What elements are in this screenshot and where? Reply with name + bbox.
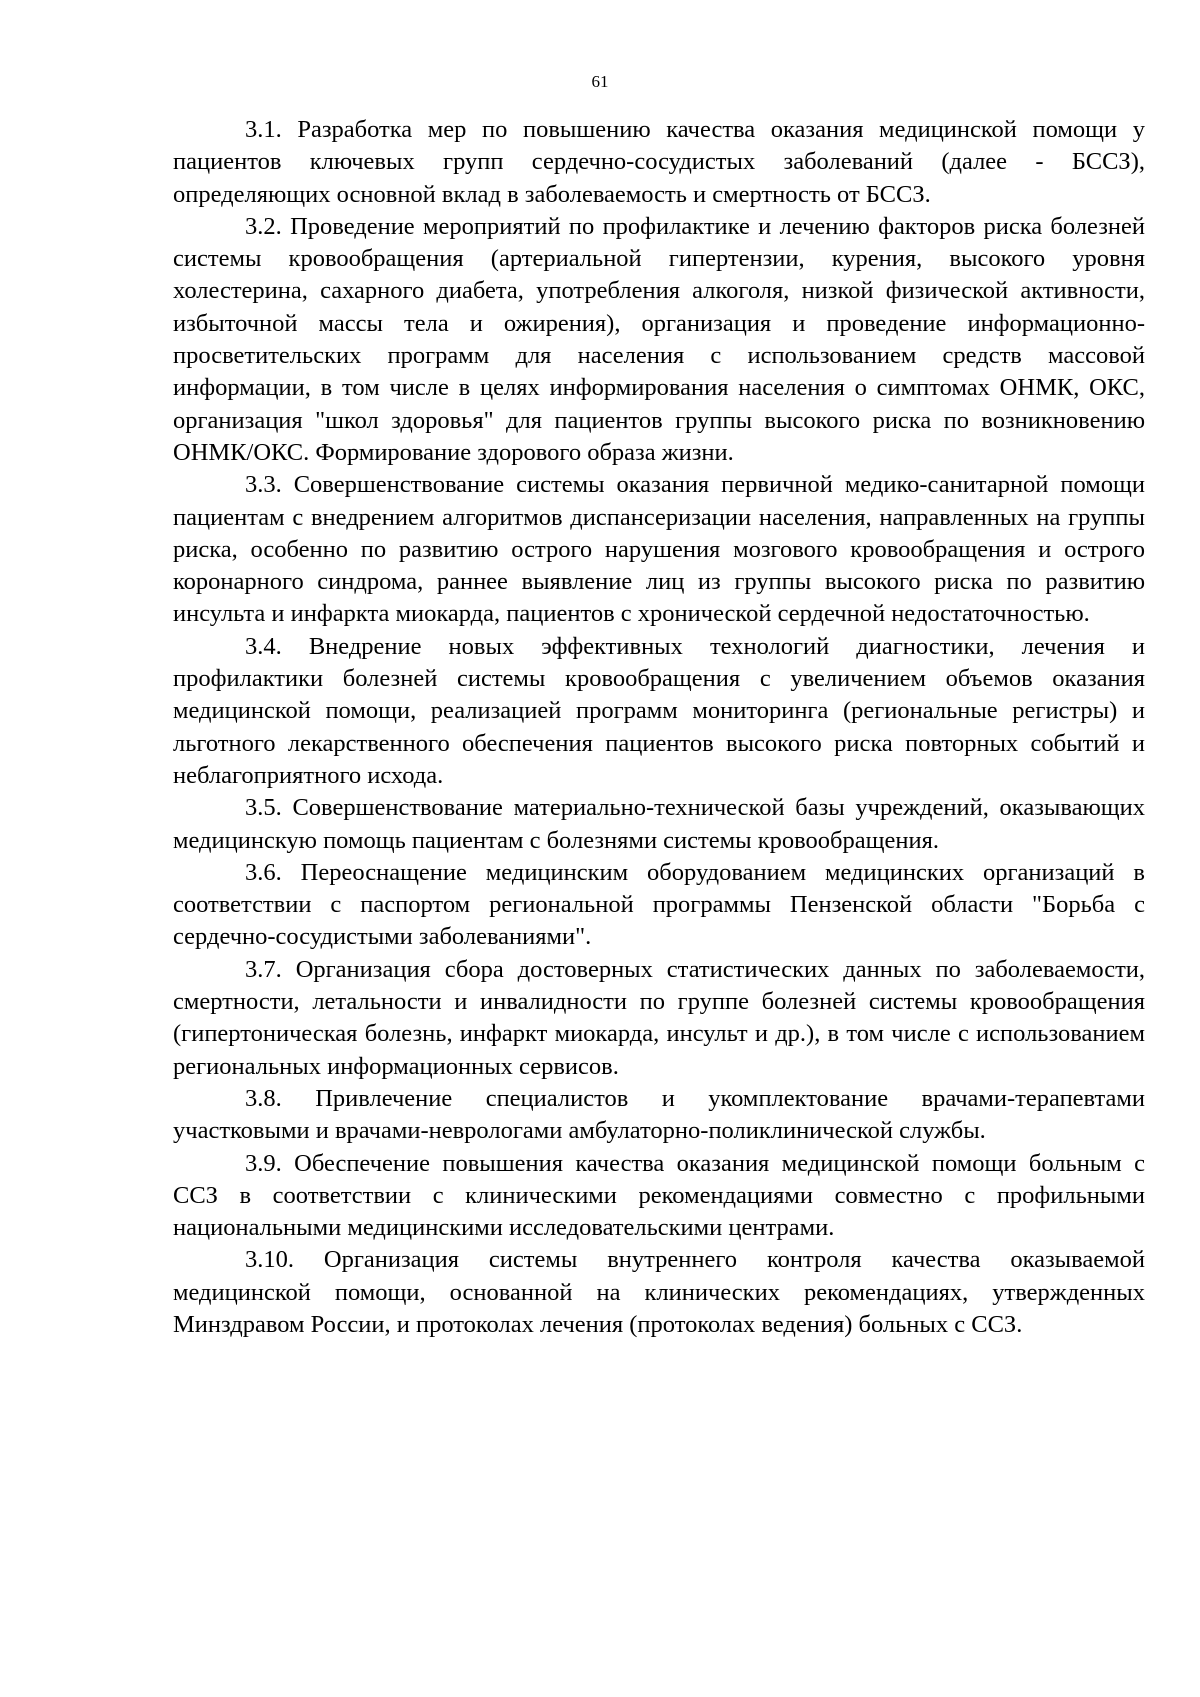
paragraph-text: Совершенствование системы оказания первичной медико-санитарной помощи пациентам с внедрением алгоритмов диспансеризации населения, направленных на группы риска, особенно по развитию острого нарушения мозгового кровообращения и острого коронарного синдрома, раннее выявление лиц из группы высокого риска по развитию инсульта и инфаркта миокарда, пациентов с хронической сердечной недостаточностью. xyxy=(173,471,1146,628)
paragraph-number: 3.5. xyxy=(245,794,282,822)
paragraph-3-8 xyxy=(173,1083,1145,1148)
paragraph-3-2 xyxy=(173,211,1145,469)
paragraph-text: Проведение мероприятий по профилактике и лечению факторов риска болезней системы кровообращения (артериальной гипертензии, курения, высокого уровня холестерина, сахарного диабета, употребления алкоголя, низкой физической активности, избыточной массы тела и ожирения), организация и проведение информационно-просветительских программ для населения с использованием средств массовой информации, в том числе в целях информирования населения о симптомах ОНМК, ОКС, организация "школ здоровья" для пациентов группы высокого риска по возникновению ОНМК/ОКС. Формирование здорового образа жизни. xyxy=(173,212,1146,466)
paragraph-number: 3.1. xyxy=(245,116,282,143)
paragraph-text: Разработка мер по повышению качества оказания медицинской помощи у пациентов ключевых групп сердечно-сосудистых заболеваний (далее - БССЗ), определяющих основной вклад в заболеваемость и смертность от БССЗ. xyxy=(173,116,1146,208)
paragraph-3-3 xyxy=(173,469,1145,630)
paragraph-text: Переоснащение медицинским оборудованием медицинских организаций в соответствии с паспортом региональной программы Пензенской области "Борьба с сердечно-сосудистыми заболеваниями". xyxy=(173,858,1145,951)
paragraph-number: 3.9. xyxy=(245,1149,282,1177)
paragraph-text: Внедрение новых эффективных технологий диагностики, лечения и профилактики болезней системы кровообращения с увеличением объемов оказания медицинской помощи, реализацией программ мониторинга (региональные регистры) и льготного лекарственного обеспечения пациентов высокого риска повторных событий и неблагоприятного исхода. xyxy=(173,632,1146,789)
paragraph-number: 3.4. xyxy=(245,632,282,660)
paragraph-3-1 xyxy=(173,114,1145,211)
paragraph-text: Совершенствование материально-технической базы учреждений, оказывающих медицинскую помощь пациентам с болезнями системы кровообращения. xyxy=(173,794,1145,854)
paragraph-number: 3.6. xyxy=(245,858,282,886)
paragraph-text: Организация системы внутреннего контроля качества оказываемой медицинской помощи, основанной на клинических рекомендациях, утвержденных Минздравом России, и протоколах лечения (протоколах ведения) больных с ССЗ. xyxy=(173,1246,1145,1338)
paragraph-3-6 xyxy=(173,857,1145,954)
paragraph-3-9 xyxy=(173,1148,1145,1245)
paragraph-text: Обеспечение повышения качества оказания медицинской помощи больным с ССЗ в соответствии с клиническими рекомендациями совместно с профильными национальными медицинскими исследовательскими центрами. xyxy=(173,1149,1145,1242)
paragraph-number: 3.8. xyxy=(245,1084,282,1112)
paragraph-number: 3.10. xyxy=(245,1246,294,1274)
paragraph-3-5 xyxy=(173,792,1145,857)
paragraph-number: 3.2. xyxy=(245,212,282,240)
paragraph-3-10 xyxy=(173,1244,1145,1341)
page-number: 61 xyxy=(591,72,609,91)
paragraph-text: Организация сбора достоверных статистических данных по заболеваемости, смертности, летальности и инвалидности по группе болезней системы кровообращения (гипертоническая болезнь, инфаркт миокарда, инсульт и др.), в том числе с использованием региональных информационных сервисов. xyxy=(173,955,1146,1080)
paragraph-3-7 xyxy=(173,954,1145,1083)
paragraph-3-4 xyxy=(173,631,1145,792)
paragraph-number: 3.3. xyxy=(245,471,282,499)
paragraph-number: 3.7. xyxy=(245,955,282,983)
document-body xyxy=(173,114,1145,1341)
paragraph-text: Привлечение специалистов и укомплектование врачами-терапевтами участковыми и врачами-неврологами амбулаторно-поликлинической службы. xyxy=(173,1084,1146,1145)
